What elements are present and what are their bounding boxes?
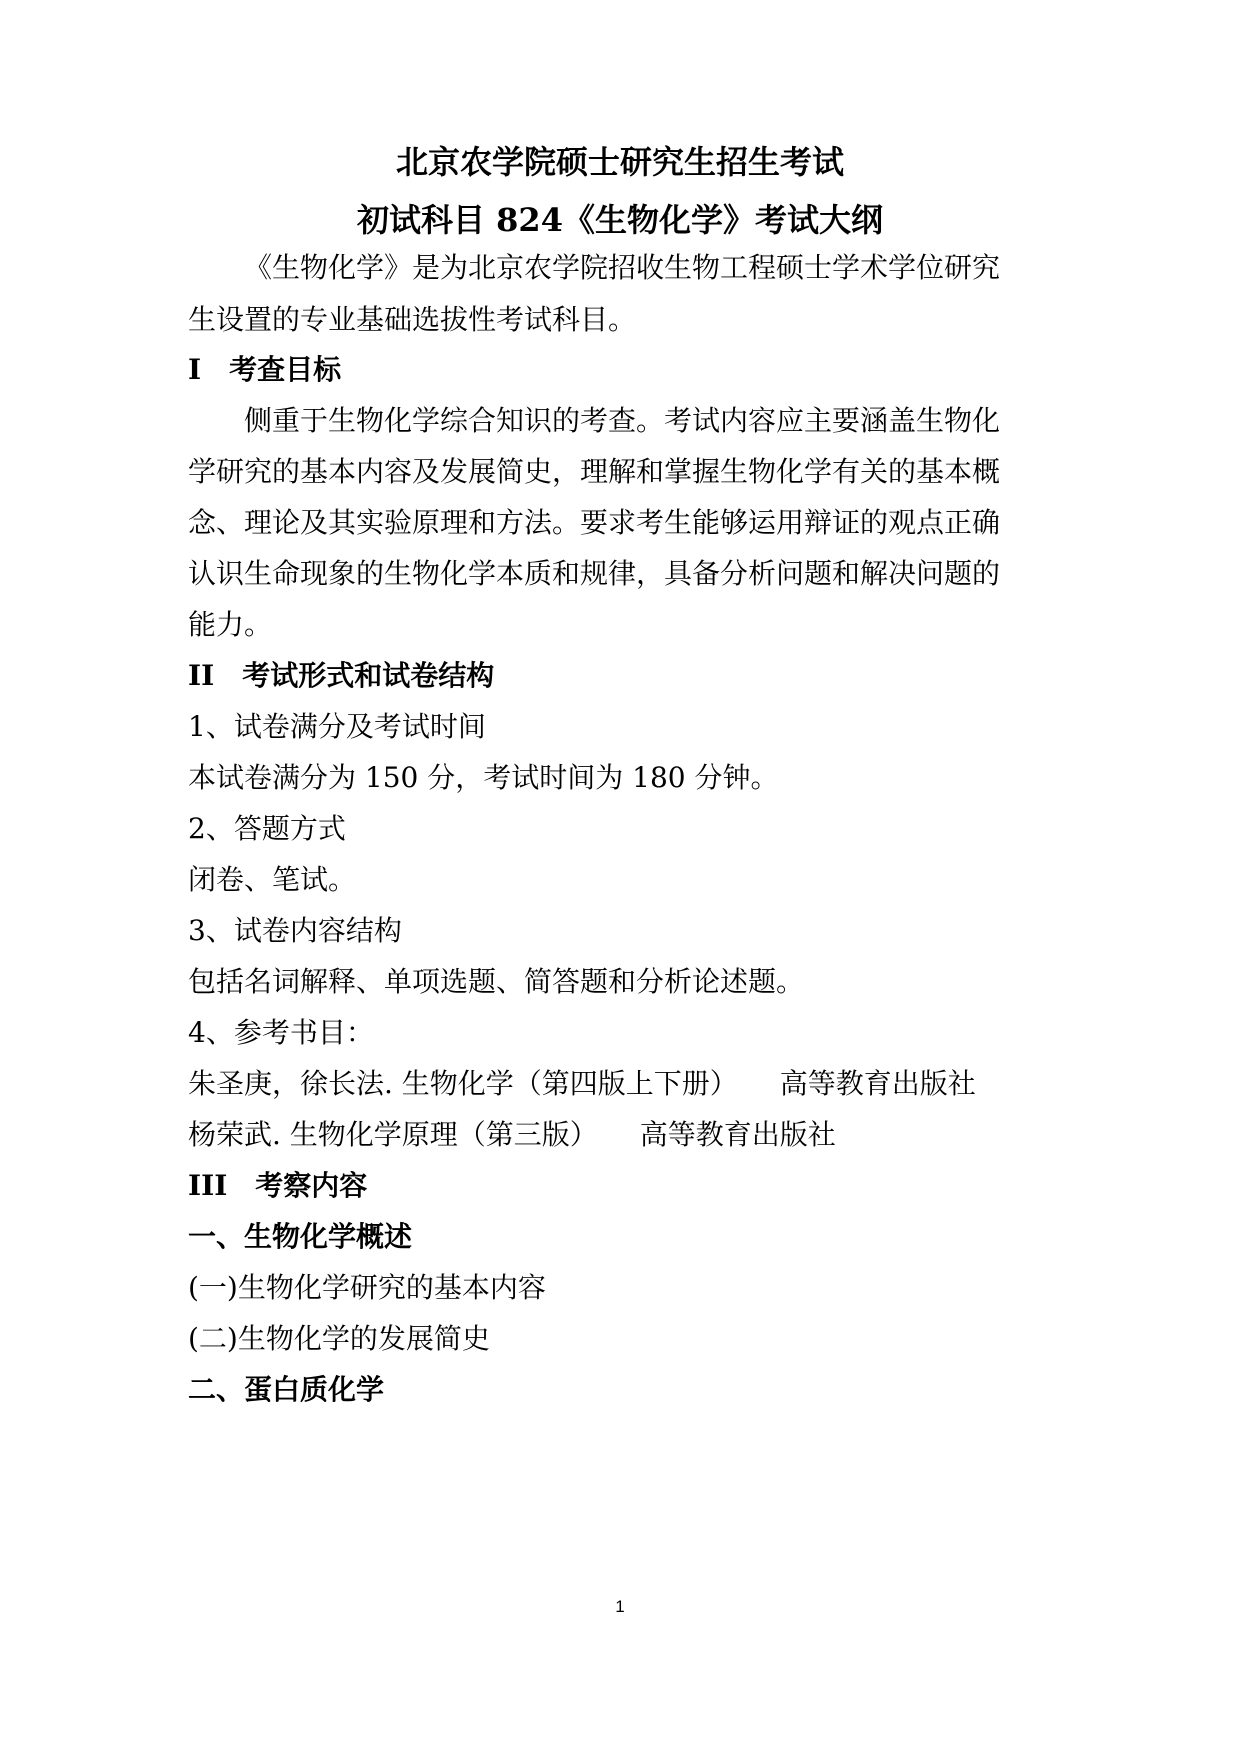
item-text: 闭卷、笔试。 <box>188 863 357 896</box>
item-label: 2、答题方式 <box>188 812 346 845</box>
section-heading: I 考查目标 <box>188 353 342 386</box>
reference-item: 朱圣庚，徐长法. 生物化学（第四版上下册） 高等教育出版社 <box>188 1067 976 1100</box>
section-heading: III 考察内容 <box>188 1169 368 1202</box>
section-heading: II 考试形式和试卷结构 <box>188 659 495 692</box>
chapter-heading: 一、生物化学概述 <box>188 1220 413 1253</box>
item-text: 包括名词解释、单项选题、简答题和分析论述题。 <box>188 965 805 998</box>
item-label: 3、试卷内容结构 <box>188 914 402 947</box>
intro-line-2: 生设置的专业基础选拔性考试科目。 <box>188 303 637 336</box>
paragraph-line: 认识生命现象的生物化学本质和规律，具备分析问题和解决问题的 <box>188 557 1001 590</box>
paragraph-line: 学研究的基本内容及发展简史，理解和掌握生物化学有关的基本概 <box>188 455 1001 488</box>
item-text: 本试卷满分为 150 分，考试时间为 180 分钟。 <box>188 761 779 794</box>
paragraph-line: 能力。 <box>188 608 273 641</box>
chapter-heading: 二、蛋白质化学 <box>188 1373 385 1406</box>
chapter-subitem: (一)生物化学研究的基本内容 <box>188 1271 546 1304</box>
paragraph-line: 念、理论及其实验原理和方法。要求考生能够运用辩证的观点正确 <box>188 506 1001 539</box>
intro-line-1: 《生物化学》是为北京农学院招收生物工程硕士学术学位研究 <box>244 251 1001 284</box>
item-label: 1、试卷满分及考试时间 <box>188 710 486 743</box>
page-number: 1 <box>615 1597 625 1616</box>
item-label: 4、参考书目： <box>188 1016 374 1049</box>
chapter-subitem: (二)生物化学的发展简史 <box>188 1322 490 1355</box>
reference-item: 杨荣武. 生物化学原理（第三版） 高等教育出版社 <box>188 1118 836 1151</box>
doc-title-line2: 初试科目 824《生物化学》考试大纲 <box>357 201 883 239</box>
doc-title-line1: 北京农学院硕士研究生招生考试 <box>395 143 844 181</box>
paragraph-line: 侧重于生物化学综合知识的考查。考试内容应主要涵盖生物化 <box>244 404 1001 437</box>
